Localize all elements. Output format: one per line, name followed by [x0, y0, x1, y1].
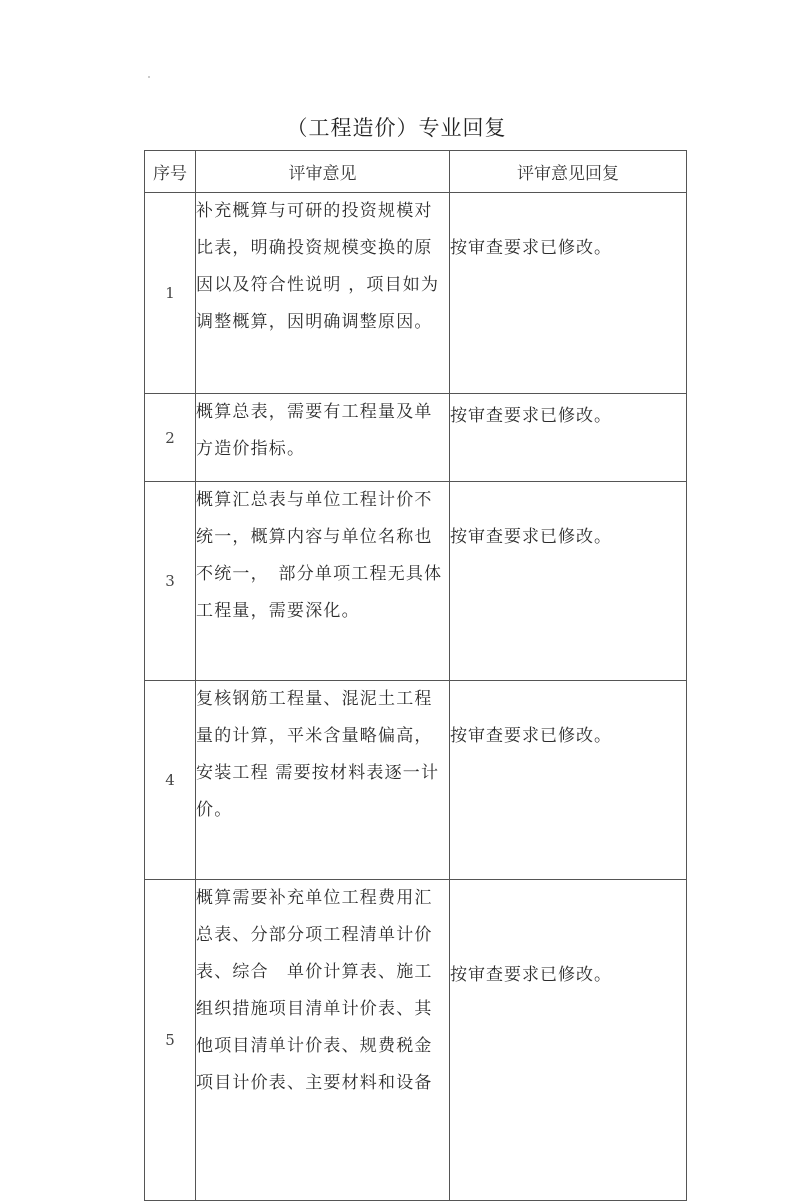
reply-text: 按审查要求已修改。 [450, 681, 687, 880]
review-opinion-text: 复核钢筋工程量、混泥土工程量的计算，平米含量略偏高，安装工程 需要按材料表逐一计价。 [196, 681, 450, 880]
table-row [145, 880, 687, 1201]
reply-text: 按审查要求已修改。 [450, 193, 687, 394]
review-table [144, 150, 687, 1201]
review-opinion-text: 概算汇总表与单位工程计价不统一，概算内容与单位名称也不统一， 部分单项工程无具体工程量，需要深化。 [196, 482, 450, 681]
row-number: 1 [145, 193, 196, 394]
reply-text: 按审查要求已修改。 [450, 482, 687, 681]
row-number: 3 [145, 482, 196, 681]
row-number: 2 [145, 394, 196, 482]
table-row [145, 482, 687, 681]
row-number: 5 [145, 880, 196, 1201]
review-opinion-text: 概算需要补充单位工程费用汇总表、分部分项工程清单计价表、综合 单价计算表、施工组织措施项目清单计价表、其他项目清单计价表、规费税金项目计价表、主要材料和设备 [196, 880, 450, 1201]
review-opinion-text: 概算总表，需要有工程量及单方造价指标。 [196, 394, 450, 482]
review-opinion-text: 补充概算与可研的投资规模对比表，明确投资规模变换的原因以及符合性说明 ，项目如为调整概算，因明确调整原因。 [196, 193, 450, 394]
scan-speck [148, 76, 150, 78]
table-row [145, 193, 687, 394]
table-row [145, 681, 687, 880]
reply-text: 按审查要求已修改。 [450, 394, 687, 482]
header-opinion-reply: 评审意见回复 [450, 151, 687, 193]
page-title: （工程造价）专业回复 [286, 116, 507, 140]
header-serial-number: 序号 [145, 151, 196, 193]
table-row [145, 394, 687, 482]
table-header-row [145, 151, 687, 193]
row-number: 4 [145, 681, 196, 880]
header-review-opinion: 评审意见 [196, 151, 450, 193]
reply-text: 按审查要求已修改。 [450, 880, 687, 1201]
